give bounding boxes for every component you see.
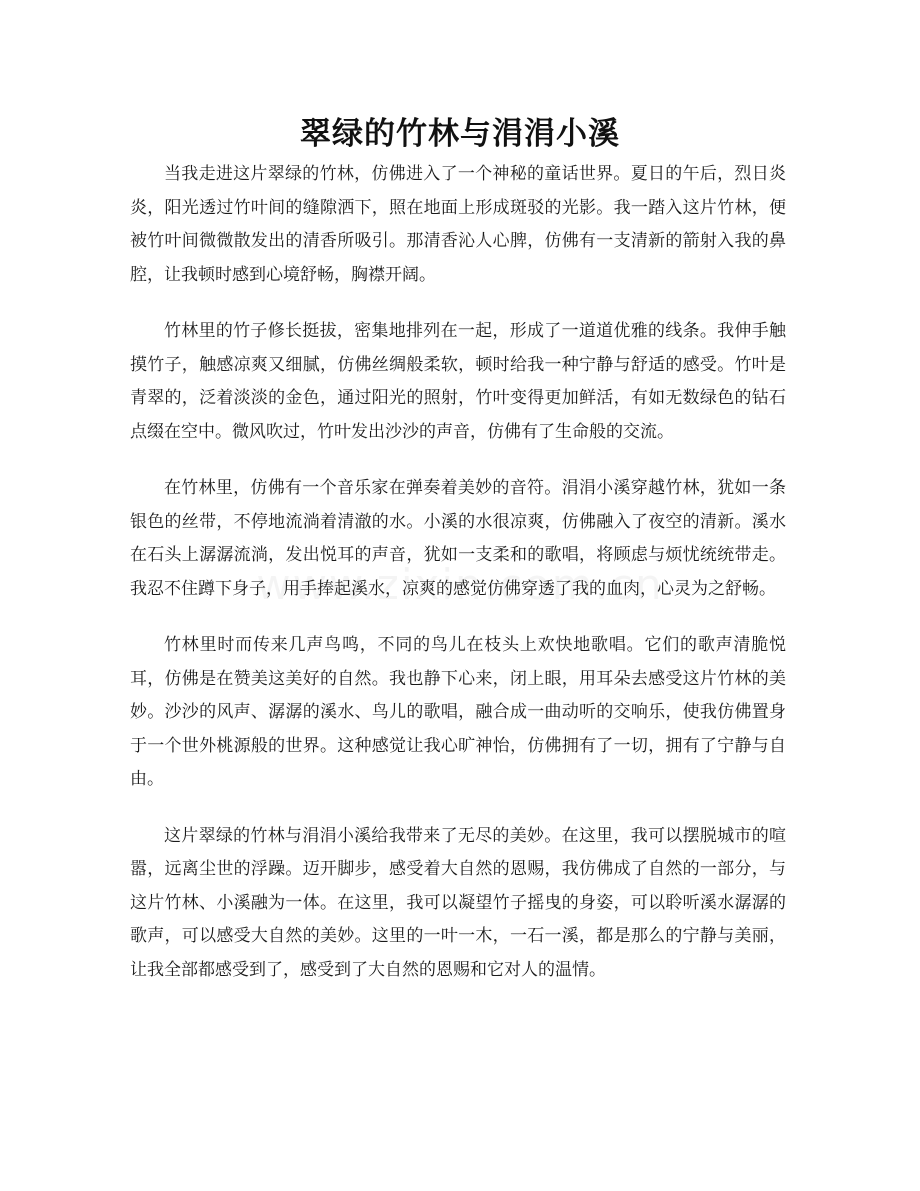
paragraph: 当我走进这片翠绿的竹林，仿佛进入了一个神秘的童话世界。夏日的午后，烈日炎炎，阳光透过竹叶间的缝隙洒下，照在地面上形成斑驳的光影。我一踏入这片竹林，便被竹叶间微微散发出的清香所吸引。那清香沁人心脾，仿佛有一支清新的箭射入我的鼻腔，让我顿时感到心境舒畅，胸襟开阔。 [130, 164, 786, 285]
document-title: 翠绿的竹林与涓涓小溪 [300, 116, 620, 152]
document-body [130, 158, 786, 1010]
paragraph: 在竹林里，仿佛有一个音乐家在弹奏着美妙的音符。涓涓小溪穿越竹林，犹如一条银色的丝带，不停地流淌着清澈的水。小溪的水很凉爽，仿佛融入了夜空的清新。溪水在石头上潺潺流淌，发出悦耳的声音，犹如一支柔和的歌唱，将顾虑与烦忧统统带走。我忍不住蹲下身子，用手捧起溪水，凉爽的感觉仿佛穿透了我的血肉，心灵为之舒畅。 [130, 478, 786, 599]
paragraph: 竹林里时而传来几声鸟鸣，不同的鸟儿在枝头上欢快地歌唱。它们的歌声清脆悦耳，仿佛是在赞美这美好的自然。我也静下心来，闭上眼，用耳朵去感受这片竹林的美妙。沙沙的风声、潺潺的溪水、鸟儿的歌唱，融合成一曲动听的交响乐，使我仿佛置身于一个世外桃源般的世界。这种感觉让我心旷神怡，仿佛拥有了一切，拥有了宁静与自由。 [130, 635, 786, 789]
paragraph: 这片翠绿的竹林与涓涓小溪给我带来了无尽的美妙。在这里，我可以摆脱城市的喧嚣，远离尘世的浮躁。迈开脚步，感受着大自然的恩赐，我仿佛成了自然的一部分，与这片竹林、小溪融为一体。在这里，我可以凝望竹子摇曳的身姿，可以聆听溪水潺潺的歌声，可以感受大自然的美妙。这里的一叶一木，一石一溪，都是那么的宁静与美丽，让我全部都感受到了，感受到了大自然的恩赐和它对人的温情。 [130, 825, 786, 980]
paragraph: 竹林里的竹子修长挺拔，密集地排列在一起，形成了一道道优雅的线条。我伸手触摸竹子，触感凉爽又细腻，仿佛丝绸般柔软，顿时给我一种宁静与舒适的感受。竹叶是青翠的，泛着淡淡的金色，通过阳光的照射，竹叶变得更加鲜活，有如无数绿色的钻石点缀在空中。微风吹过，竹叶发出沙沙的声音，仿佛有了生命般的交流。 [130, 321, 786, 442]
